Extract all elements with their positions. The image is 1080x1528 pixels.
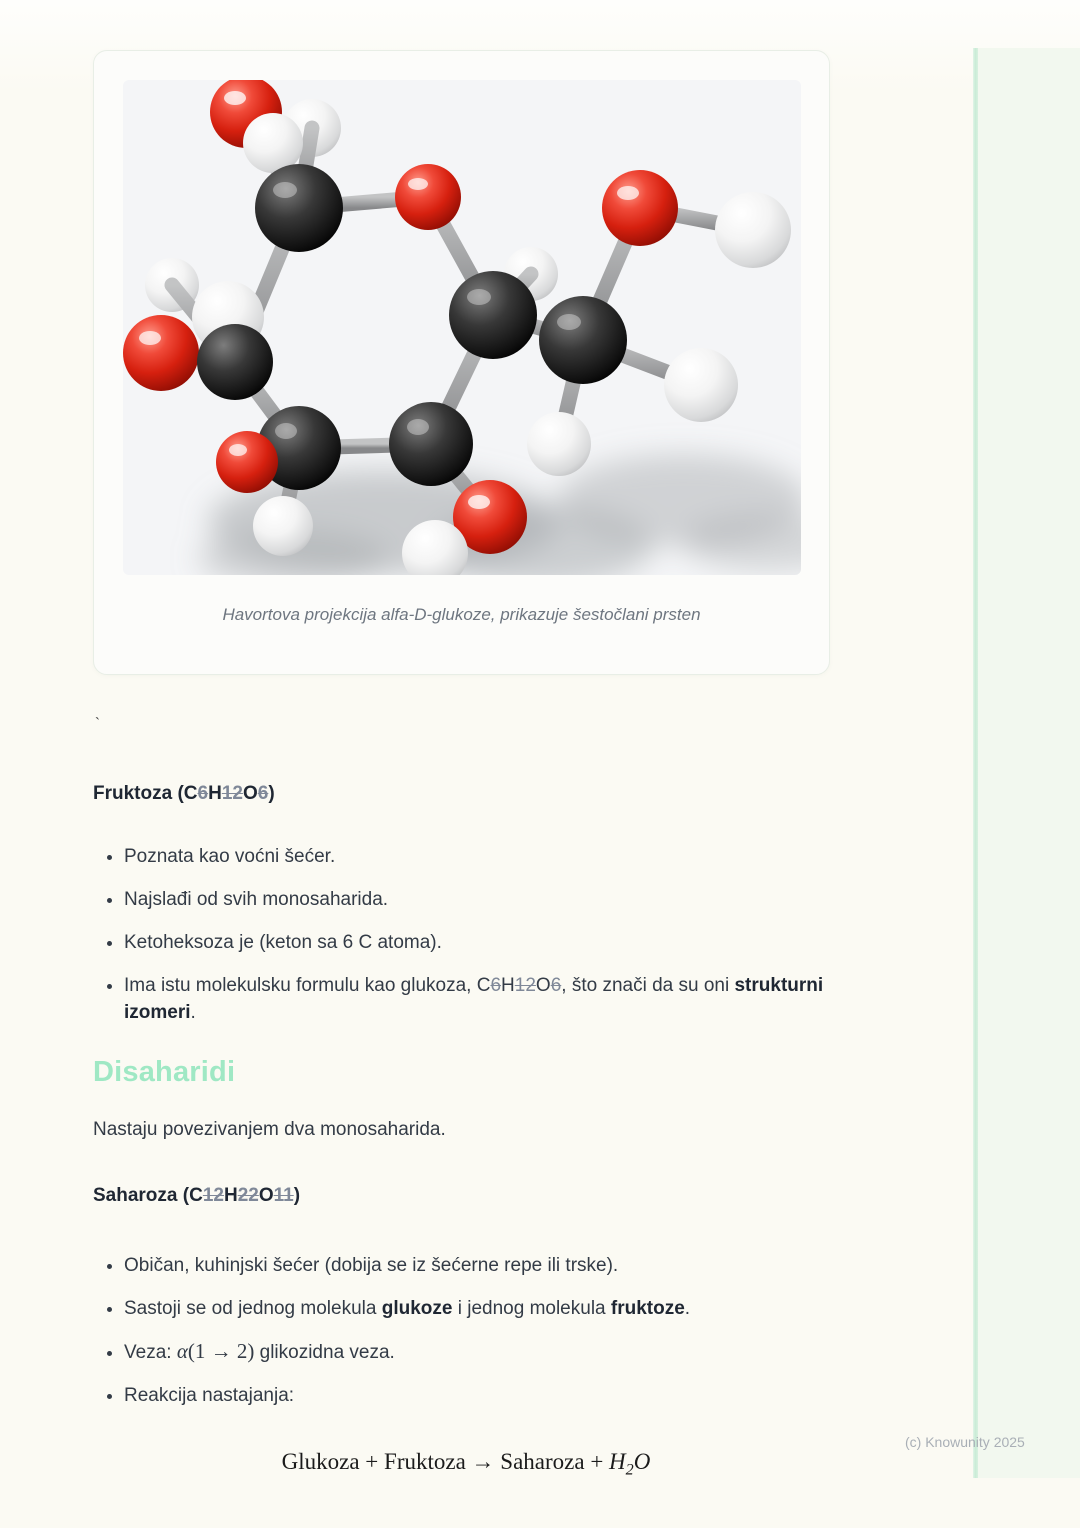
list-item: • Reakcija nastajanja:	[124, 1382, 839, 1409]
molecule-image	[123, 80, 801, 575]
struck-number: 6	[490, 975, 502, 996]
struck-number: 12	[202, 1185, 224, 1206]
list-item: • Poznata kao voćni šećer.	[124, 843, 839, 870]
fruktoza-heading: Fruktoza (C6H12O6)	[93, 783, 275, 804]
fruktoza-bullet-list	[93, 843, 839, 1026]
math-fragment: α(1 → 2)	[176, 1339, 255, 1363]
list-item: • Ketoheksoza je (keton sa 6 C atoma).	[124, 929, 839, 956]
right-margin-divider	[973, 48, 978, 1478]
struck-number: 22	[237, 1185, 259, 1206]
struck-number: 6	[550, 975, 562, 996]
struck-number: 12	[221, 783, 243, 804]
figure-card	[93, 50, 830, 675]
copyright-watermark: (c) Knowunity 2025	[905, 1434, 1025, 1450]
right-margin-panel	[978, 48, 1080, 1478]
struck-number: 12	[514, 975, 536, 996]
list-item: • Ima istu molekulsku formulu kao glukoza, C6H12O6, što znači da su oni strukturni izomeri.	[124, 972, 839, 1026]
disaharidi-intro: Nastaju povezivanjem dva monosaharida.	[93, 1119, 446, 1140]
disaharidi-heading: Disaharidi	[93, 1056, 236, 1088]
list-item: • Običan, kuhinjski šećer (dobija se iz šećerne repe ili trske).	[124, 1252, 839, 1279]
struck-number: 6	[197, 783, 209, 804]
struck-number: 11	[273, 1185, 294, 1206]
chemical-equation: Glukoza + Fruktoza → Saharoza + $H_2O$	[281, 1449, 651, 1479]
list-item: • Najslađi od svih monosaharida.	[124, 886, 839, 913]
stray-backtick: `	[95, 715, 100, 732]
saharoza-bullet-list	[93, 1252, 839, 1409]
list-item: • Sastoji se od jednog molekula glukoze i jednog molekula fruktoze.	[124, 1295, 839, 1322]
saharoza-heading: Saharoza (C12H22O11)	[93, 1185, 301, 1206]
document-content	[93, 50, 839, 1480]
struck-number: 6	[257, 783, 269, 804]
molecule-illustration	[123, 80, 801, 575]
figure-caption: Havortova projekcija alfa-D-glukoze, prikazuje šestočlani prsten	[222, 605, 701, 624]
list-item: • Veza: α(1 → 2) glikozidna veza.	[124, 1338, 839, 1366]
